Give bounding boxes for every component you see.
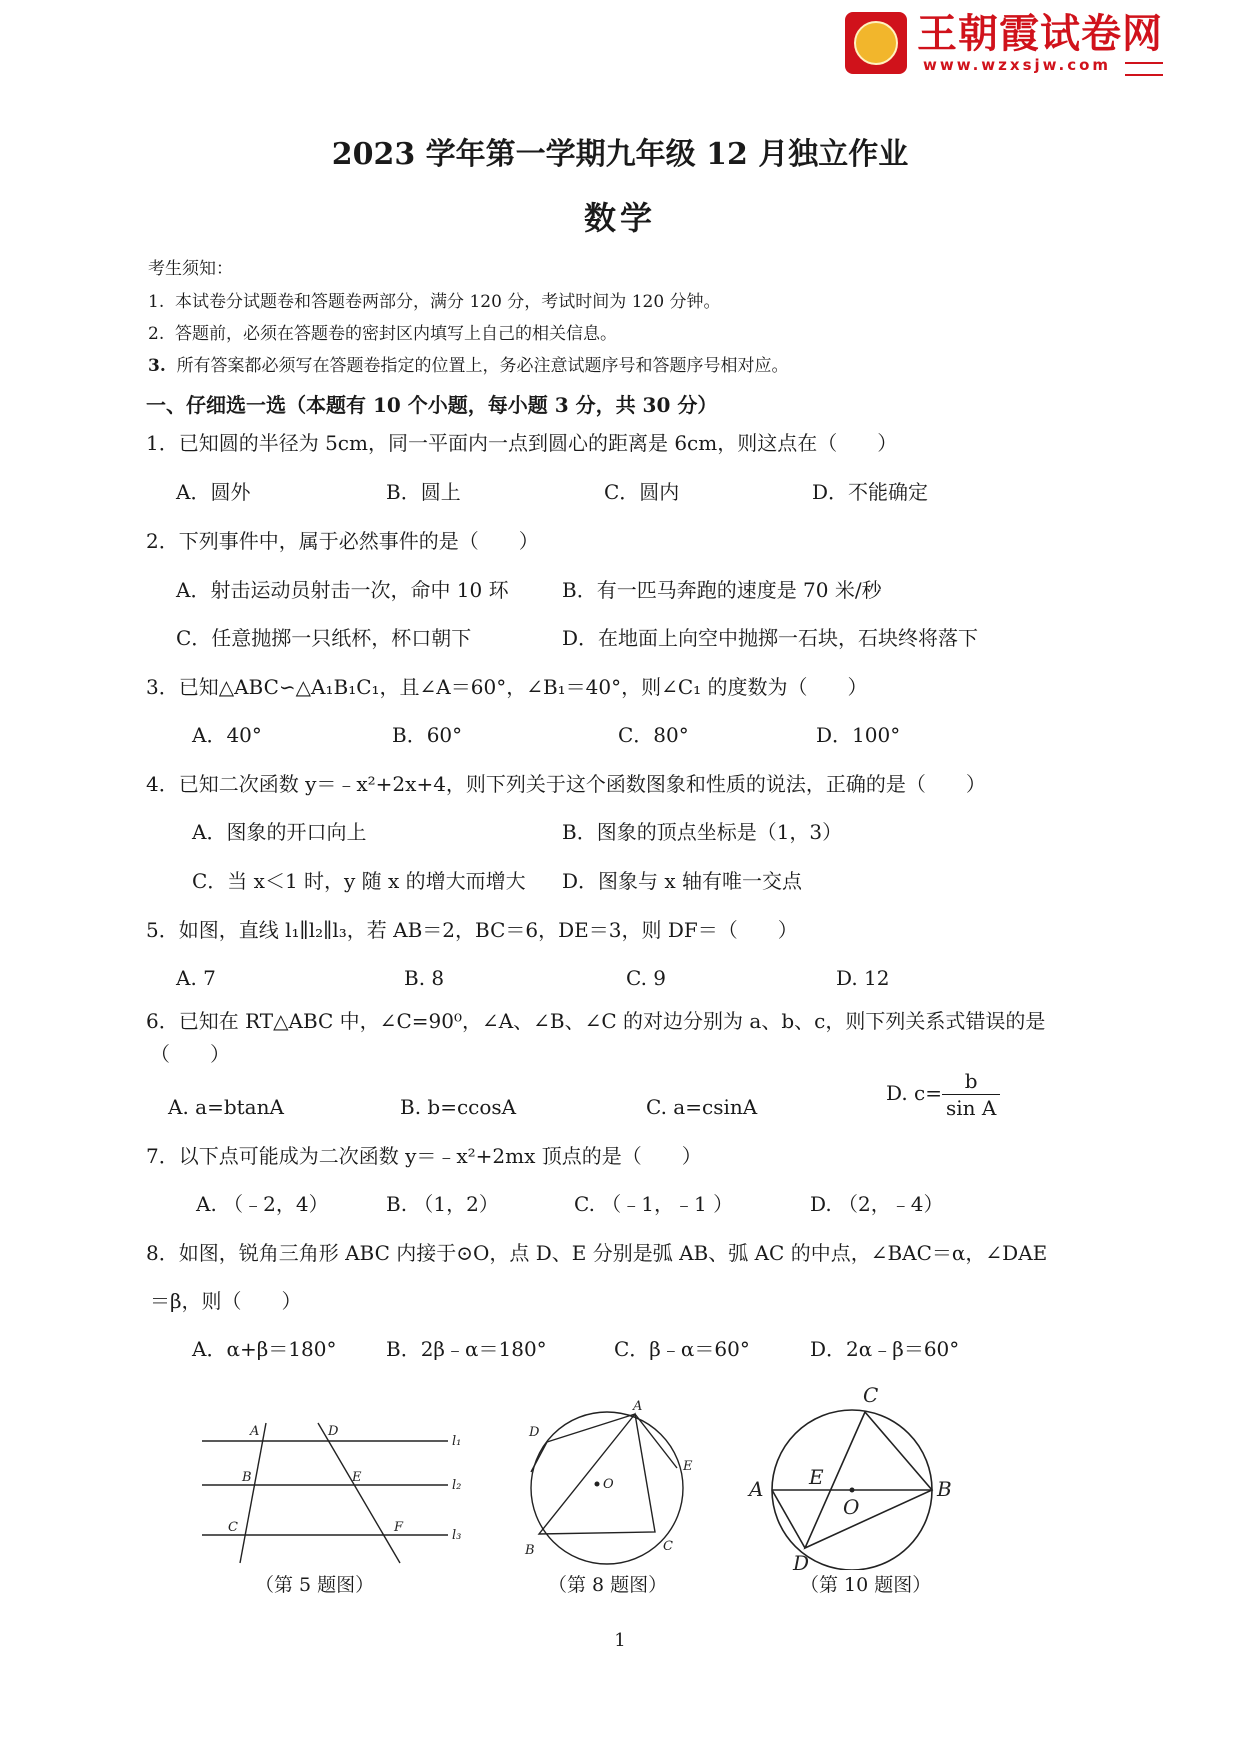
label-A: A xyxy=(749,1477,764,1501)
q6-d-prefix: D. c= xyxy=(886,1081,942,1105)
triangle-cbd xyxy=(805,1412,932,1548)
page-number: 1 xyxy=(614,1630,626,1651)
question-5-stem: 5．如图，直线 l₁∥l₂∥l₃，若 AB＝2，BC＝6，DE＝3，则 DF＝（ ） xyxy=(146,918,798,942)
q7-option-c: C. （﹣1，﹣1 ） xyxy=(574,1192,734,1216)
q6-option-d xyxy=(886,1068,1000,1121)
question-8-stem-cont: ＝β，则（ ） xyxy=(150,1289,302,1313)
label-C: C xyxy=(863,1383,879,1407)
q2-option-b: B．有一匹马奔跑的速度是 70 米/秒 xyxy=(562,578,882,602)
label-E: E xyxy=(809,1465,824,1489)
q7-option-a: A. （﹣2，4） xyxy=(196,1192,329,1216)
brand-decor-lines xyxy=(1125,62,1163,76)
figure-8 xyxy=(505,1400,705,1570)
q8-option-a: A．α+β＝180° xyxy=(192,1337,337,1361)
figure-8-caption: （第 8 题图） xyxy=(548,1574,668,1596)
q1-option-a: A．圆外 xyxy=(176,480,251,504)
label-C: C xyxy=(663,1539,673,1554)
brand-seal-icon xyxy=(845,12,907,74)
figure-10-caption: （第 10 题图） xyxy=(800,1574,932,1596)
note-text: 答题前，必须在答题卷的密封区内填写上自己的相关信息。 xyxy=(175,324,618,344)
subject-title: 数学 xyxy=(583,199,656,237)
label-B: B xyxy=(525,1543,535,1558)
notes-heading: 考生须知： xyxy=(148,259,233,279)
q5-option-a: A. 7 xyxy=(176,966,216,990)
center-dot xyxy=(850,1488,855,1493)
q4-option-c: C．当 x＜1 时，y 随 x 的增大而增大 xyxy=(192,869,526,893)
label-E: E xyxy=(352,1470,362,1485)
note-text: 本试卷分试题卷和答题卷两部分，满分 120 分，考试时间为 120 分钟。 xyxy=(175,292,721,312)
q1-option-c: C．圆内 xyxy=(604,480,680,504)
label-l1: l₁ xyxy=(452,1434,462,1449)
q7-option-d: D. （2，﹣4） xyxy=(810,1192,944,1216)
figure-5-caption: （第 5 题图） xyxy=(255,1574,375,1596)
label-D: D xyxy=(529,1425,540,1440)
q3-option-b: B．60° xyxy=(392,723,463,747)
label-B: B xyxy=(242,1470,252,1485)
question-2-stem: 2．下列事件中，属于必然事件的是（ ） xyxy=(146,529,539,553)
q5-option-b: B. 8 xyxy=(404,966,445,990)
note-item-3 xyxy=(148,355,789,377)
question-3-stem: 3．已知△ABC∽△A₁B₁C₁，且∠A＝60°，∠B₁＝40°，则∠C₁ 的度数为（ ） xyxy=(146,675,868,699)
label-D: D xyxy=(793,1551,810,1570)
label-B: B xyxy=(937,1477,952,1501)
label-E: E xyxy=(683,1459,693,1474)
note-num: 1. xyxy=(148,292,165,312)
note-text: 所有答案都必须写在答题卷指定的位置上，务必注意试题序号和答题序号相对应。 xyxy=(176,356,789,376)
transversal-abc xyxy=(240,1423,266,1563)
figure-10 xyxy=(745,1380,965,1570)
section-heading: 一、仔细选一选（本题有 10 个小题，每小题 3 分，共 30 分） xyxy=(146,393,718,417)
q5-option-c: C. 9 xyxy=(626,966,667,990)
question-1-stem: 1．已知圆的半径为 5cm，同一平面内一点到圆心的距离是 6cm，则这点在（ ） xyxy=(146,431,898,455)
q4-option-b: B．图象的顶点坐标是（1，3） xyxy=(562,820,843,844)
page-title: 2023 学年第一学期九年级 12 月独立作业 xyxy=(331,137,909,172)
brand-url: www.wzxsjw.com xyxy=(923,56,1112,74)
label-A: A xyxy=(633,1400,643,1414)
question-4-stem: 4．已知二次函数 y＝﹣x²+2x+4，则下列关于这个函数图象和性质的说法，正确的是（ ） xyxy=(146,772,986,796)
center-dot xyxy=(595,1482,600,1487)
q2-option-c: C．任意抛掷一只纸杯，杯口朝下 xyxy=(176,626,472,650)
label-O: O xyxy=(843,1495,860,1519)
label-D: D xyxy=(328,1424,339,1439)
segment-ae xyxy=(635,1414,677,1468)
note-item-1 xyxy=(148,291,721,313)
q7-option-b: B. （1，2） xyxy=(386,1192,499,1216)
q1-option-d: D．不能确定 xyxy=(812,480,929,504)
fraction-denominator: sin A xyxy=(946,1096,997,1120)
q4-option-d: D．图象与 x 轴有唯一交点 xyxy=(562,869,803,893)
q2-option-a: A．射击运动员射击一次，命中 10 环 xyxy=(176,578,509,602)
label-F: F xyxy=(394,1520,404,1535)
question-7-stem: 7．以下点可能成为二次函数 y＝﹣x²+2mx 顶点的是（ ） xyxy=(146,1144,702,1168)
question-6-stem-cont: （ ） xyxy=(150,1042,230,1066)
q4-option-a: A．图象的开口向上 xyxy=(192,820,367,844)
q2-option-d: D．在地面上向空中抛掷一石块，石块终将落下 xyxy=(562,626,979,650)
q6-option-a: A. a=btanA xyxy=(168,1095,284,1119)
label-l3: l₃ xyxy=(452,1528,462,1543)
q3-option-c: C．80° xyxy=(618,723,689,747)
q8-option-d: D．2α﹣β＝60° xyxy=(810,1337,960,1361)
transversal-def xyxy=(318,1423,400,1563)
q3-option-d: D．100° xyxy=(816,723,901,747)
fraction-numerator: b xyxy=(942,1068,1000,1095)
figure-5 xyxy=(190,1415,480,1570)
q6-option-c: C. a=csinA xyxy=(646,1095,758,1119)
label-l2: l₂ xyxy=(452,1478,462,1493)
question-8-stem: 8．如图，锐角三角形 ABC 内接于⊙O，点 D、E 分别是弧 AB、弧 AC 的中点，∠BAC＝α，∠DAE xyxy=(146,1241,1048,1265)
note-item-2 xyxy=(148,323,617,345)
label-A: A xyxy=(250,1424,260,1439)
q5-option-d: D. 12 xyxy=(836,966,890,990)
note-num: 3. xyxy=(148,356,166,376)
label-C: C xyxy=(228,1520,238,1535)
q3-option-a: A．40° xyxy=(192,723,262,747)
brand-name: 王朝霞试卷网 xyxy=(917,11,1163,57)
q8-option-c: C．β﹣α＝60° xyxy=(614,1337,750,1361)
question-6-stem: 6．已知在 RT△ABC 中，∠C=90⁰，∠A、∠B、∠C 的对边分别为 a、b、c，则下列关系式错误的是 xyxy=(146,1009,1046,1033)
brand-logo xyxy=(845,12,1165,74)
note-num: 2. xyxy=(148,324,165,344)
q6-option-b: B. b=ccosA xyxy=(400,1095,517,1119)
q1-option-b: B．圆上 xyxy=(386,480,461,504)
q6-d-fraction xyxy=(942,1068,1000,1121)
q8-option-b: B．2β﹣α＝180° xyxy=(386,1337,547,1361)
label-O: O xyxy=(603,1477,614,1492)
